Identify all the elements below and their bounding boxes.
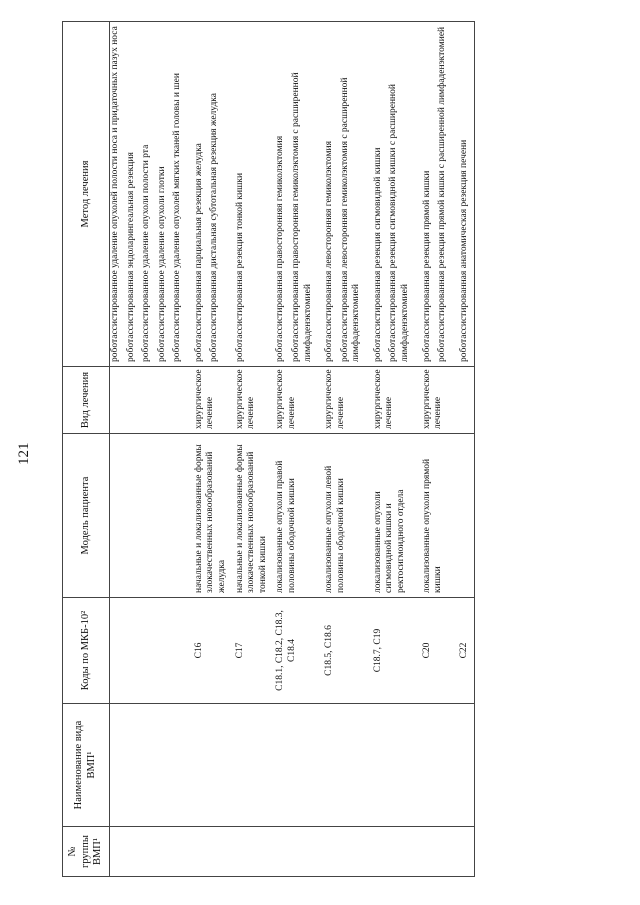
group-number-cell	[416, 827, 453, 877]
method-item: роботассистированная анатомическая резекция печени	[458, 139, 469, 362]
group-number-cell	[229, 827, 270, 877]
treatment-method-cell	[188, 22, 229, 367]
method-item: роботассистированная парциальная резекция желудка	[193, 143, 204, 362]
treatment-method-cell	[367, 22, 416, 367]
icd-codes-cell: C18.1, C18.2, C18.3, C18.4	[269, 598, 318, 704]
vmp-name-cell	[269, 704, 318, 827]
header-patient-model: Модель пациента	[63, 434, 110, 598]
method-item: роботассистированное удаление опухоли глотки	[156, 166, 167, 362]
group-number-cell	[188, 827, 229, 877]
treatment-type-cell: хирургическое лечение	[229, 367, 270, 434]
page-number: 121	[16, 442, 32, 465]
treatment-method-cell	[318, 22, 367, 367]
treatment-type-cell: хирургическое лечение	[269, 367, 318, 434]
vmp-name-cell	[416, 704, 453, 827]
table-row	[110, 22, 188, 877]
icd-codes-cell: C20	[416, 598, 453, 704]
treatment-type-cell: хирургическое лечение	[367, 367, 416, 434]
method-item: роботассистированная правосторонняя гемиколэктомия с расширенной лимфаденэктомией	[290, 72, 313, 362]
treatment-type-cell	[453, 367, 475, 434]
table-row	[318, 22, 367, 877]
icd-codes-cell: C22	[453, 598, 475, 704]
method-item: роботассистированная резекция сигмовидной кишки с расширенной лимфаденэктомией	[388, 84, 410, 362]
patient-model-cell: локализованные опухоли сигмовидной кишки и ректосигмоидного отдела	[367, 434, 416, 598]
treatment-type-cell: хирургическое лечение	[188, 367, 229, 434]
icd-codes-cell	[110, 598, 188, 704]
icd-codes-cell: C18.5, C18.6	[318, 598, 367, 704]
patient-model-cell: локализованные опухоли прямой кишки	[416, 434, 453, 598]
patient-model-cell: локализованные опухоли левой половины ободочной кишки	[318, 434, 367, 598]
patient-model-cell	[453, 434, 475, 598]
method-item: роботассистированная резекция прямой кишки с расширенной лимфаденэктомией	[437, 26, 448, 362]
header-icd-codes: Коды по МКБ-10²	[63, 598, 110, 704]
treatment-method-cell	[416, 22, 453, 367]
table-row	[229, 22, 270, 877]
method-item: роботассистированная левосторонняя гемиколэктомия	[324, 141, 335, 362]
method-item: роботассистированная правосторонняя гемиколэктомия	[275, 135, 286, 362]
group-number-cell	[269, 827, 318, 877]
method-item: роботассистированная резекция тонкой кишки	[234, 172, 245, 362]
table-row	[453, 22, 475, 877]
vmp-name-cell	[229, 704, 270, 827]
treatment-type-cell	[110, 367, 188, 434]
icd-codes-cell: C18.7, C19	[367, 598, 416, 704]
treatment-method-cell	[453, 22, 475, 367]
header-vmp-name: Наименование вида ВМП¹	[63, 704, 110, 827]
group-number-cell	[110, 827, 188, 877]
method-item: роботассистированная резекция сигмовидной кишки	[372, 147, 383, 362]
header-treatment-type: Вид лечения	[63, 367, 110, 434]
vmp-name-cell	[367, 704, 416, 827]
treatment-method-cell	[269, 22, 318, 367]
table-row	[416, 22, 453, 877]
method-item: роботассистированное удаление опухоли полости рта	[141, 144, 152, 362]
method-item: роботассистированная эндоларингеальная резекция	[125, 152, 136, 362]
vmp-name-cell	[453, 704, 475, 827]
treatment-table	[62, 21, 475, 877]
method-item: роботассистированная левосторонняя гемиколэктомия с расширенной лимфаденэктомией	[339, 77, 362, 362]
treatment-type-cell: хирургическое лечение	[416, 367, 453, 434]
group-number-cell	[318, 827, 367, 877]
patient-model-cell: начальные и локализованные формы злокачественных новообразований тонкой кишки	[229, 434, 270, 598]
patient-model-cell	[110, 434, 188, 598]
vmp-name-cell	[318, 704, 367, 827]
method-item: роботассистированное удаление опухолей мягких тканей головы и шеи	[172, 73, 183, 362]
method-item: роботассистированная дистальная субтотальная резекция желудка	[209, 93, 220, 362]
treatment-method-cell	[110, 22, 188, 367]
vmp-name-cell	[188, 704, 229, 827]
icd-codes-cell: C16	[188, 598, 229, 704]
table-row	[188, 22, 229, 877]
table-header-row	[63, 22, 110, 877]
header-treatment-method: Метод лечения	[63, 22, 110, 367]
icd-codes-cell: C17	[229, 598, 270, 704]
patient-model-cell: локализованные опухоли правой половины ободочной кишки	[269, 434, 318, 598]
patient-model-cell: начальные и локализованные формы злокачественных новообразований желудка	[188, 434, 229, 598]
treatment-type-cell: хирургическое лечение	[318, 367, 367, 434]
table-row	[269, 22, 318, 877]
table-row	[367, 22, 416, 877]
header-group-number: № группы ВМП¹	[63, 827, 110, 877]
treatment-method-cell	[229, 22, 270, 367]
vmp-name-cell	[110, 704, 188, 827]
group-number-cell	[453, 827, 475, 877]
method-item: роботассистированное удаление опухолей полости носа и придаточных пазух носа	[110, 26, 120, 362]
group-number-cell	[367, 827, 416, 877]
method-item: роботассистированная резекция прямой кишки	[421, 170, 432, 362]
